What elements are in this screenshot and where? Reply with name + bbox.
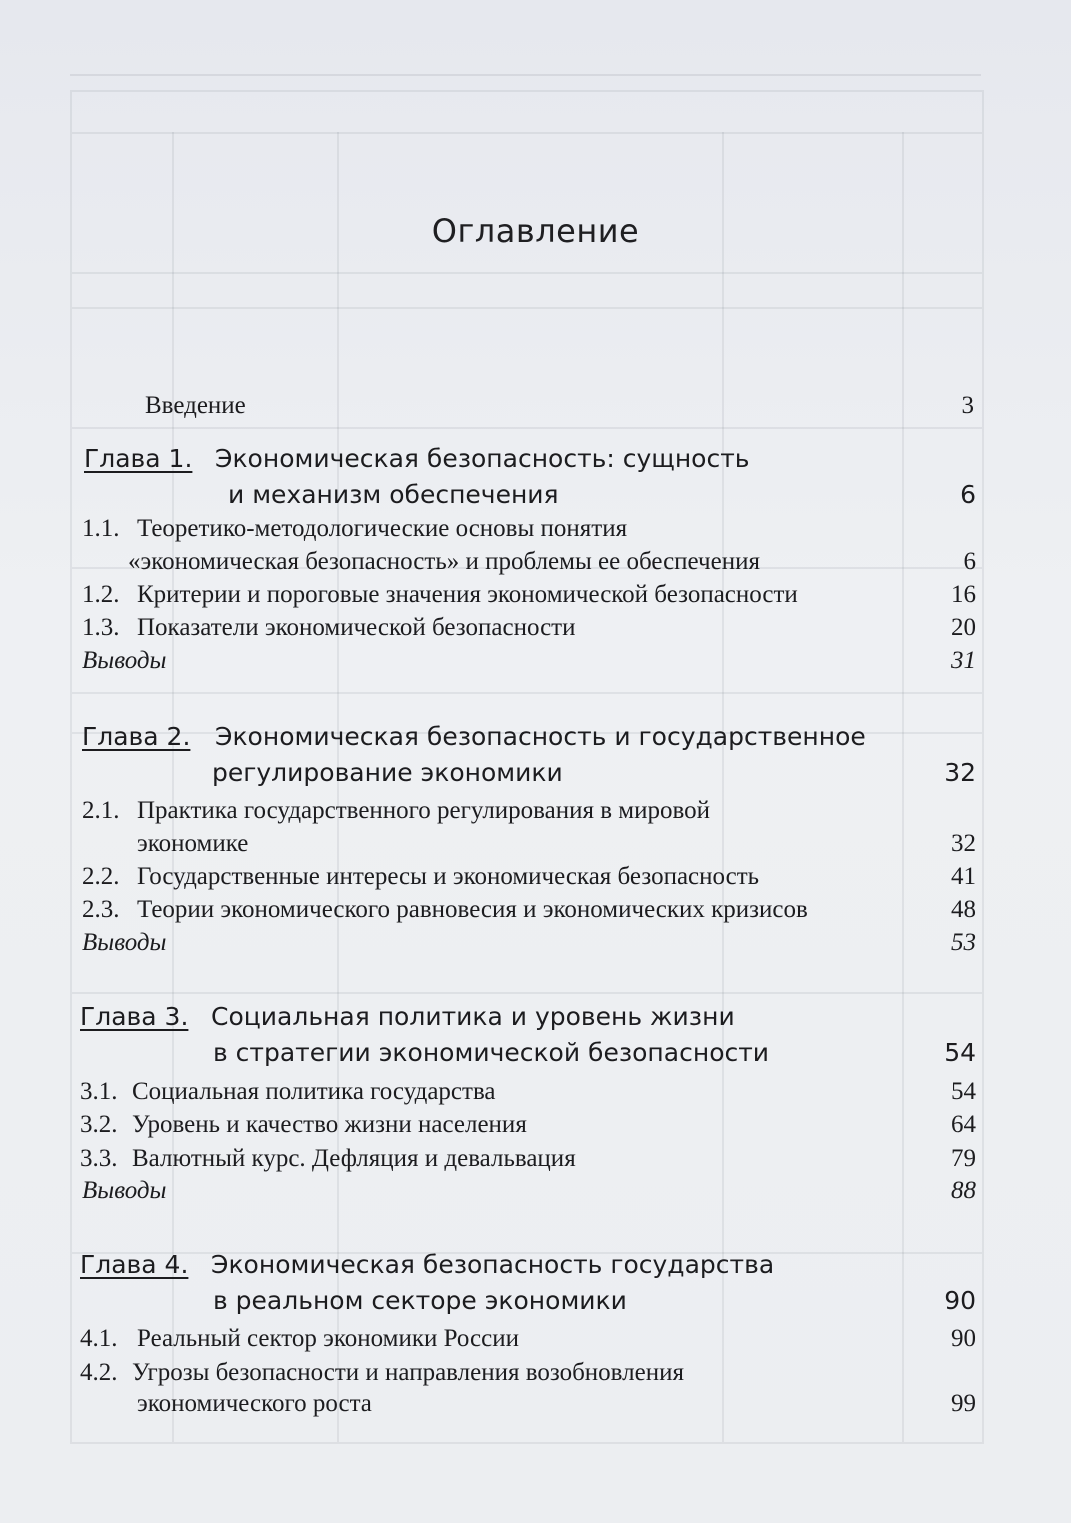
section-title: Государственные интересы и экономическая безопасность	[137, 863, 760, 890]
section-title: Реальный сектор экономики России	[137, 1325, 519, 1352]
section-number: 4.2.	[80, 1359, 118, 1386]
section-title: Критерии и пороговые значения экономической безопасности	[137, 581, 798, 608]
conclusions-label: Выводы	[82, 647, 167, 674]
conclusions-page: 31	[951, 647, 976, 674]
chapter-2-title-line1: Экономическая безопасность и государственное	[215, 722, 866, 751]
section-title: Социальная политика государства	[132, 1078, 496, 1105]
chapter-4-label: Глава 4.	[80, 1250, 189, 1279]
section-3-1[interactable]	[0, 1078, 1071, 1110]
chapter-3-heading-cont	[0, 1038, 1071, 1072]
section-page: 16	[951, 581, 976, 608]
chapter-4-title-line2: в реальном секторе экономики	[213, 1286, 627, 1315]
section-number: 1.1.	[82, 515, 120, 542]
chapter-1-page: 6	[960, 480, 976, 509]
chapter-3-label: Глава 3.	[80, 1002, 189, 1031]
section-1-1-cont	[0, 548, 1071, 580]
toc-intro[interactable]	[0, 392, 1071, 424]
section-2-1[interactable]	[0, 797, 1071, 829]
section-page: 79	[951, 1145, 976, 1172]
section-page: 90	[951, 1325, 976, 1352]
section-1-1[interactable]	[0, 515, 1071, 547]
section-number: 4.1.	[80, 1325, 118, 1352]
conclusions-page: 53	[951, 929, 976, 956]
section-4-2-cont	[0, 1390, 1071, 1422]
chapter-2-conclusions[interactable]	[0, 929, 1071, 961]
chapter-1-title-line1: Экономическая безопасность: сущность	[215, 444, 750, 473]
section-page: 99	[951, 1390, 976, 1417]
section-title: Теории экономического равновесия и экономических кризисов	[137, 896, 808, 923]
section-2-2[interactable]	[0, 863, 1071, 895]
section-title-line2: «экономическая безопасность» и проблемы ее обеспечения	[128, 548, 760, 575]
section-number: 1.3.	[82, 614, 120, 641]
section-1-2[interactable]	[0, 581, 1071, 613]
intro-page: 3	[961, 392, 974, 419]
section-title: Теоретико-методологические основы понятия	[137, 515, 628, 542]
chapter-2-heading[interactable]	[0, 722, 1071, 756]
chapter-4-page: 90	[944, 1286, 976, 1315]
chapter-4-heading-cont	[0, 1286, 1071, 1320]
section-number: 1.2.	[82, 581, 120, 608]
section-2-3[interactable]	[0, 896, 1071, 928]
chapter-3-title-line2: в стратегии экономической безопасности	[213, 1038, 770, 1067]
section-title: Уровень и качество жизни населения	[132, 1111, 527, 1138]
chapter-2-title-line2: регулирование экономики	[212, 758, 563, 787]
section-page: 41	[951, 863, 976, 890]
section-title: Показатели экономической безопасности	[137, 614, 576, 641]
chapter-3-title-line1: Социальная политика и уровень жизни	[211, 1002, 735, 1031]
section-2-1-cont	[0, 830, 1071, 862]
chapter-1-heading-cont	[0, 480, 1071, 514]
section-title: Угрозы безопасности и направления возобновления	[132, 1359, 684, 1386]
chapter-1-label: Глава 1.	[84, 444, 193, 473]
reverse-header-shadow	[70, 40, 981, 76]
chapter-4-title-line1: Экономическая безопасность государства	[211, 1250, 775, 1279]
section-page: 48	[951, 896, 976, 923]
section-title: Практика государственного регулирования в мировой	[137, 797, 711, 824]
section-title-line2: экономике	[137, 830, 249, 857]
section-number: 3.3.	[80, 1145, 118, 1172]
section-title-line2: экономического роста	[137, 1390, 372, 1417]
chapter-4-heading[interactable]	[0, 1250, 1071, 1284]
section-page: 6	[963, 548, 976, 575]
chapter-3-page: 54	[944, 1038, 976, 1067]
chapter-2-page: 32	[944, 758, 976, 787]
conclusions-label: Выводы	[82, 1177, 167, 1204]
section-4-2[interactable]	[0, 1359, 1071, 1391]
section-page: 20	[951, 614, 976, 641]
chapter-1-title-line2: и механизм обеспечения	[228, 480, 559, 509]
section-number: 2.2.	[82, 863, 120, 890]
section-page: 54	[951, 1078, 976, 1105]
section-page: 64	[951, 1111, 976, 1138]
section-number: 2.1.	[82, 797, 120, 824]
chapter-1-conclusions[interactable]	[0, 647, 1071, 679]
intro-label: Введение	[145, 392, 246, 419]
conclusions-page: 88	[951, 1177, 976, 1204]
chapter-3-conclusions[interactable]	[0, 1177, 1071, 1209]
section-4-1[interactable]	[0, 1325, 1071, 1357]
toc-title: Оглавление	[431, 212, 640, 250]
section-3-3[interactable]	[0, 1145, 1071, 1177]
section-number: 3.2.	[80, 1111, 118, 1138]
chapter-1-heading[interactable]	[0, 444, 1071, 478]
section-page: 32	[951, 830, 976, 857]
chapter-2-label: Глава 2.	[82, 722, 191, 751]
section-3-2[interactable]	[0, 1111, 1071, 1143]
section-number: 2.3.	[82, 896, 120, 923]
section-1-3[interactable]	[0, 614, 1071, 646]
conclusions-label: Выводы	[82, 929, 167, 956]
section-number: 3.1.	[80, 1078, 118, 1105]
chapter-2-heading-cont	[0, 758, 1071, 792]
chapter-3-heading[interactable]	[0, 1002, 1071, 1036]
section-title: Валютный курс. Дефляция и девальвация	[132, 1145, 576, 1172]
